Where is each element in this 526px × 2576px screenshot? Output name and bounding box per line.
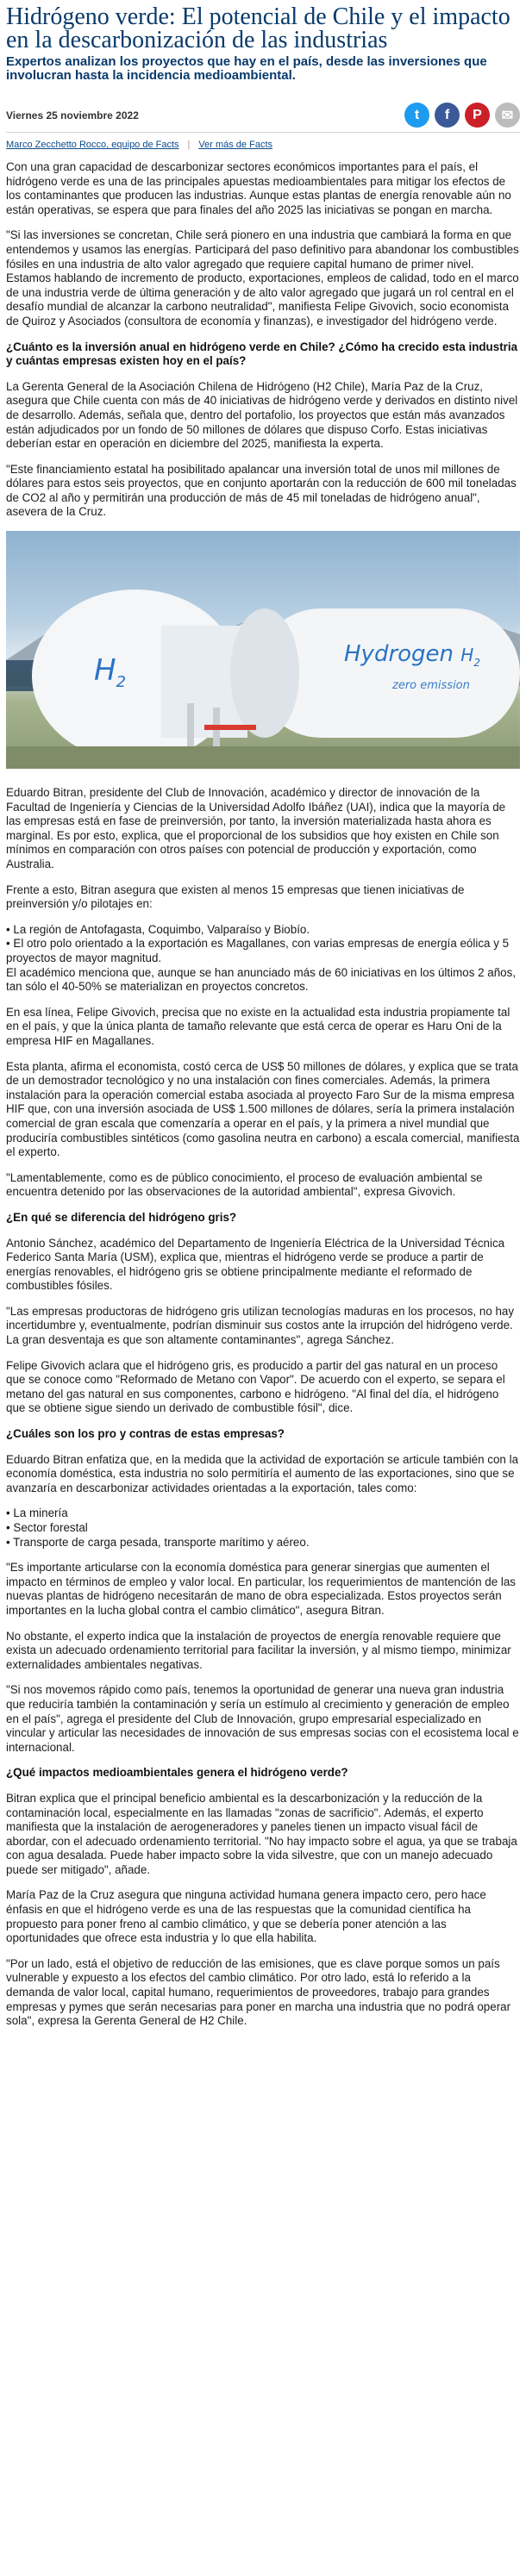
list-item: • La minería [6, 1506, 68, 1520]
paragraph: No obstante, el experto indica que la instalación de proyectos de energía renovable requiere que exista un adecuado ordenamiento territorial para facilitar la inversión, y al mismo tiempo, minimizar externalidades ambientales negativas. [6, 1629, 511, 1671]
section-heading: ¿Cuánto es la inversión anual en hidrógeno verde en Chile? ¿Cómo ha crecido esta industria y cuántas empresas existen hoy en el país? [6, 340, 518, 368]
paragraph: Felipe Givovich aclara que el hidrógeno gris, es producido a partir del gas natural en un proceso que se conoce como "Reformado de Metano con Vapor". De acuerdo con el experto, se separa el metano del gas natural en sus componentes, carbono e hidrógeno. "Al final del día, el hidrógeno que se obtiene sigue siendo un derivado de combustible fósil", dice. [6, 1358, 505, 1415]
paragraph: Frente a esto, Bitran asegura que existen al menos 15 empresas que tienen iniciativas de preinversión y/o pilotajes en: [6, 883, 465, 911]
paragraph: "Si las inversiones se concretan, Chile será pionero en una industria que cambiará la forma en que entendemos y usamos las energías. Participará del paso definitivo para abandonar los combustibles fósiles en una industria de alto valor agregado que requiere capital humano de primer nivel. Estamos hablando de incremento de producto, exportaciones, empleos de calidad, todo en el marco de una industria verde de última generación y de alto valor agregado que jugará un rol central en el desafío mundial de alcanzar la carbono neutralidad", manifiesta Felipe Givovich, socio economista de Quiroz y Asociados (consultora de economía y finanzas), e investigador del hidrógeno verde. [6, 228, 519, 327]
paragraph: "Las empresas productoras de hidrógeno gris utilizan tecnologías maduras en los procesos, no hay incertidumbre y, eventualmente, podrían disminuir sus costos ante la irrupción del hidrógeno verde. La gran desventaja es que son altamente contaminantes", agrega Sánchez. [6, 1304, 515, 1347]
article-date: Viernes 25 noviembre 2022 [6, 109, 139, 122]
section-heading: ¿En qué se diferencia del hidrógeno gris? [6, 1210, 237, 1224]
list-item: • Sector forestal [6, 1521, 88, 1534]
article-title: Hidrógeno verde: El potencial de Chile y el impacto en la descarbonización de las industrias [6, 3, 510, 53]
hero-image [6, 531, 520, 769]
twitter-share-icon[interactable]: t [404, 103, 429, 128]
paragraph: La Gerenta General de la Asociación Chilena de Hidrógeno (H2 Chile), María Paz de la Cruz, asegura que Chile cuenta con más de 40 iniciativas de hidrógeno verde y derivados en distinto nivel de desarrollo. Además, señala que, dentro del portafolio, los proyectos que están más avanzados están adjudicados por un fondo de 50 millones de dólares que dispuso Corfo. Estas iniciativas deberían estar en operación en diciembre del 2025, manifiesta la experta. [6, 379, 518, 451]
h2-label: $H_2$ [94, 653, 127, 691]
paragraph: En esa línea, Felipe Givovich, precisa que no existe en la actualidad esta industria propiamente tal en el país, y que la única planta de tamaño relevante que está cerca de operar es Haru Oni de la empresa HIF en Magallanes. [6, 1005, 510, 1047]
list-item: • La región de Antofagasta, Coquimbo, Valparaíso y Biobío. [6, 922, 310, 936]
paragraph: Esta planta, afirma el economista, costó cerca de US$ 50 millones de dólares, y explica que se trata de un demostrador tecnológico y no una instalación con fines comerciales. Además, la primera instalación para la operación comercial estaba asociada al proyecto Faro Sur de la misma empresa HIF que, con una inversión asociada de US$ 1.500 millones de dólares, sería la primera instalación comercial de gran escala que comenzaría a operar en el país, y la primera a nivel mundial que produciría combustibles sintéticos (como gasolina neutra en carbono) a escala comercial, manifiesta el experto. [6, 1059, 520, 1159]
meta-row [6, 98, 520, 133]
share-buttons [404, 103, 520, 128]
email-share-icon[interactable]: ✉ [495, 103, 520, 128]
facebook-share-icon[interactable]: f [435, 103, 460, 128]
pinterest-share-icon[interactable]: P [465, 103, 490, 128]
more-from-facts-link[interactable]: Ver más de Facts [198, 140, 272, 150]
paragraph: "Es importante articularse con la economía doméstica para generar sinergias que aumenten el impacto en términos de empleo y valor local. En particular, los requerimientos de mantención de las nuevas plantas de hidrógeno necesitarán de mano de obra especializada. Estos proyectos serán importantes en la lucha global contra el cambio climático", asegura Bitran. [6, 1561, 516, 1617]
article-dek: Expertos analizan los proyectos que hay en el país, desde las inversiones que involucran hasta la incidencia medioambiental. [6, 54, 487, 83]
paragraph: Bitran explica que el principal beneficio ambiental es la descarbonización y la reducción de la contaminación local, especialmente en las llamadas "zonas de sacrificio". Además, el experto manifiesta que la instalación de aerogeneradores y paneles tienen un impacto visual fácil de abordar, con el adecuado ordenamiento territorial. "No hay impacto sobre el agua, ya que se trabaja con agua desalada. Puede haber impacto sobre la vida silvestre, que con un manejo adecuado puede ser mitigado", añade. [6, 1791, 517, 1876]
sectors-list [6, 1506, 520, 1550]
list-item: • El otro polo orientado a la exportación es Magallanes, con varias empresas de energía eólica y 5 proyectos de mayor magnitud. [6, 937, 510, 964]
divider: | [187, 140, 191, 150]
paragraph: "Si nos movemos rápido como país, tenemos la oportunidad de generar una nueva gran industria que reduciría también la contaminación y sería un estímulo al crecimiento y generación de empleo en el país", agrega el presidente del Club de Innovación, grupo empresarial especializado en vincular y articular las necesidades de innovación de sus empresas socias con el ecosistema local e internacional. [6, 1683, 519, 1754]
author-link[interactable]: Marco Zecchetto Rocco, equipo de Facts [6, 140, 179, 150]
paragraph: "Por un lado, está el objetivo de reducción de las emisiones, que es clave porque somos un país vulnerable y expuesto a los efectos del cambio climático. Por otro lado, está lo referido a la demanda de valor local, capital humano, requerimientos de proveedores, trabajo para grandes empresas y pymes que serán necesarias para poner en marcha una industria que no podrá operar sola", expresa la Gerenta General de H2 Chile. [6, 1956, 511, 2028]
paragraph: Eduardo Bitran, presidente del Club de Innovación, académico y director de innovación de la Facultad de Ingeniería y Ciencias de la Universidad Adolfo Ibáñez (UAI), indica que la mayoría de las empresas está en fase de preinversión, por tanto, la inversión materializada hasta ahora es marginal. Es por esto, explica, que el proporcional de los subsidios que hoy existen en Chile son mínimos en comparación con otros países con potencial de producción y exportación, como Australia. [6, 786, 506, 871]
paragraph: Con una gran capacidad de descarbonizar sectores económicos importantes para el país, el hidrógeno verde es una de las principales apuestas medioambientales para mitigar los efectos de los contaminantes que producen las industrias. Aunque estas plantas de energía renovable aún no están operativas, se espera que para finales del año 2025 las iniciativas se pongan en marcha. [6, 160, 511, 216]
paragraph: Antonio Sánchez, académico del Departamento de Ingeniería Eléctrica de la Universidad Técnica Federico Santa María (USM), explica que, mientras el hidrógeno verde se produce a partir de energías renovables, el hidrógeno gris se obtiene principalmente mediante el reformado de combustibles fósiles. [6, 1236, 505, 1293]
author-row [6, 133, 520, 160]
paragraph: María Paz de la Cruz asegura que ninguna actividad humana genera impacto cero, pero hace énfasis en que el hidrógeno verde es una de las respuestas que la comunidad científica ha propuesto para poner freno al cambio climático, y que se debería poner atención a las oportunidades que ofrece esta industria y lo que ella habilita. [6, 1888, 486, 1945]
paragraph: "Este financiamiento estatal ha posibilitado apalancar una inversión total de unos mil millones de dólares para estos seis proyectos, que en conjunto aportarán con la reducción de 600 mil toneladas de CO2 al año y permitirán una producción de más de 45 mil toneladas de hidrógeno anual", asevera de la Cruz. [6, 462, 517, 519]
list-item: • Transporte de carga pesada, transporte marítimo y aéreo. [6, 1535, 310, 1549]
paragraph: "Lamentablemente, como es de público conocimiento, el proceso de evaluación ambiental se encuentra detenido por las observaciones de la autoridad ambiental", expresa Givovich. [6, 1170, 483, 1199]
list-item: El académico menciona que, aunque se han anunciado más de 60 iniciativas en los últimos 2 años, tan sólo el 40-50% se materializan en proyectos concretos. [6, 965, 517, 994]
paragraph: Eduardo Bitran enfatiza que, en la medida que la actividad de exportación se articule también con la economía doméstica, esta industria no solo permitiría el aumento de las exportaciones, sino que se avanzaría en descarbonizar actividades orientadas a la exportación, tales como: [6, 1452, 519, 1494]
section-heading: ¿Cuáles son los pro y contras de estas empresas? [6, 1427, 285, 1441]
regions-list [6, 923, 520, 995]
hydrogen-label: Hydrogen $H_2$ [344, 641, 480, 670]
zero-emission-label: zero emission [392, 679, 470, 693]
section-heading: ¿Qué impactos medioambientales genera el hidrógeno verde? [6, 1766, 348, 1780]
